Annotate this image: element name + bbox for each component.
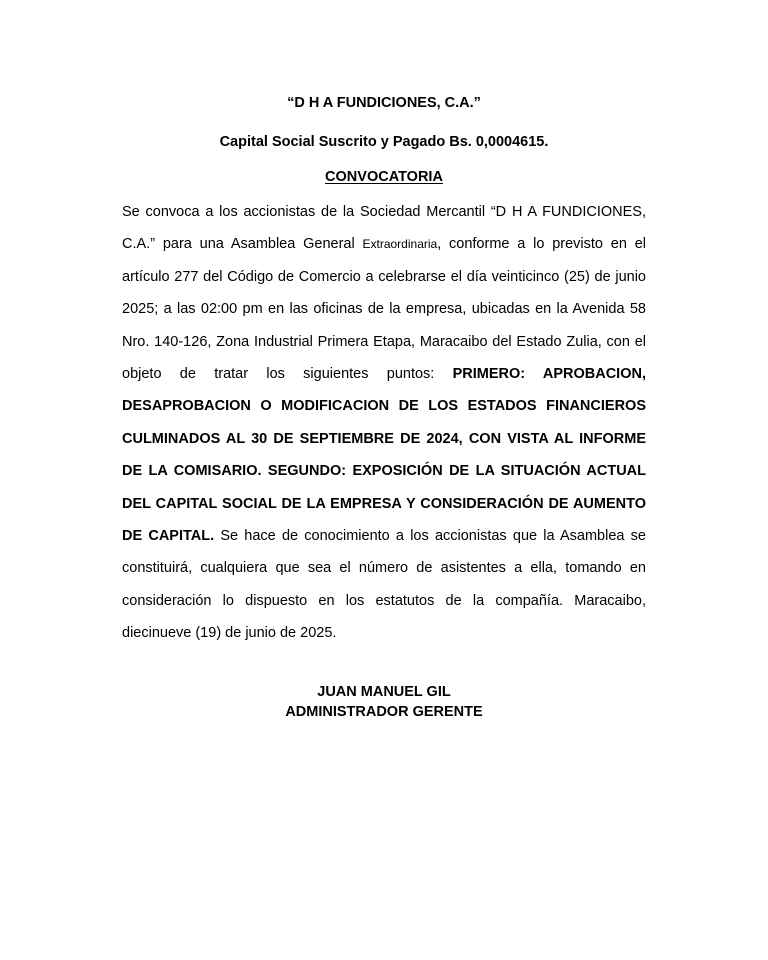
document-heading <box>0 168 768 186</box>
convocation-paragraph <box>122 196 646 650</box>
paragraph-closing: Se hace de conocimiento a los accionistas que la Asamblea se constituirá, cualquiera que sea el número de asistentes a ella, tomando en consideración lo dispuesto en los estatutos de la compañía. Maracaibo, diecinueve (19) de junio de 2025. <box>122 528 647 642</box>
paragraph-agenda: PRIMERO: APROBACION, DESAPROBACION O MODIFICACION DE LOS ESTADOS FINANCIEROS CULMINADOS AL 30 DE SEPTIEMBRE DE 2024, CON VISTA AL INFORME DE LA COMISARIO. SEGUNDO: EXPOSICIÓN DE LA SITUACIÓN ACTUAL DEL CAPITAL SOCIAL DE LA EMPRESA Y CONSIDERACIÓN DE AUMENTO DE CAPITAL. <box>122 366 646 545</box>
paragraph-assembly-type: Extraordinaria <box>362 237 438 252</box>
heading-text: CONVOCATORIA <box>325 169 443 185</box>
paragraph-intro: Se convoca a los accionistas de la Sociedad Mercantil “D H A FUNDICIONES, C.A.” para una Asamblea General <box>122 204 646 253</box>
paragraph-details: , conforme a lo previsto en el artículo 277 del Código de Comercio a celebrarse el día veinticinco (25) de junio 2025; a las 02:00 pm en las oficinas de la empresa, ubicadas en la Avenida 58 Nro. 140-126, Zona Industrial Primera Etapa, Maracaibo del Estado Zulia, con el objeto de tratar los siguientes puntos: <box>122 236 646 383</box>
signer-name: JUAN MANUEL GIL <box>317 684 451 700</box>
signer-title: ADMINISTRADOR GERENTE <box>285 704 483 720</box>
company-name: “D H A FUNDICIONES, C.A.” <box>287 95 481 111</box>
capital-line: Capital Social Suscrito y Pagado Bs. 0,0004615. <box>219 134 549 150</box>
